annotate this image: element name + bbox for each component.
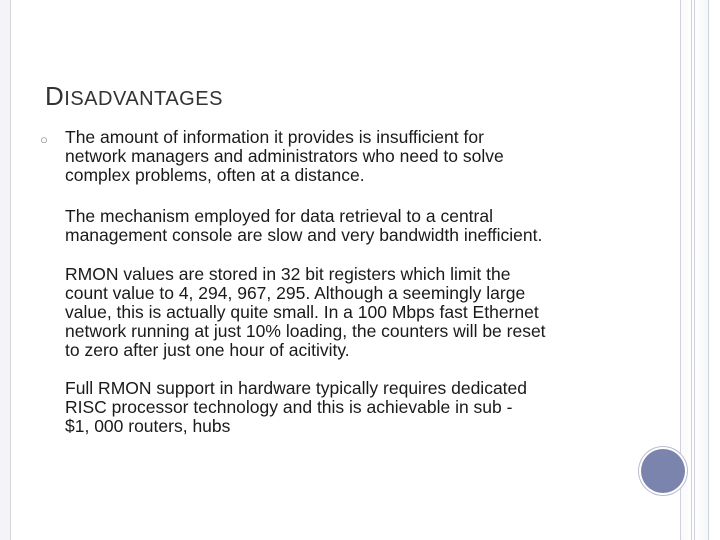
title-first-letter: D [45,81,65,111]
rail-divider-line [691,0,692,540]
title-rest: ISADVANTAGES [64,88,223,110]
rail-divider-line [694,0,695,540]
slide-title [45,76,223,113]
paragraph-line: network managers and administrators who need to solve [65,146,504,166]
paragraph-line: $1, 000 routers, hubs [65,416,231,436]
bullet-icon: ○ [40,132,48,147]
paragraph-line: management console are slow and very bandwidth inefficient. [65,225,543,245]
paragraph-line: count value to 4, 294, 967, 295. Although a seemingly large [65,283,526,303]
decorative-circle [641,449,685,493]
paragraph-hardware-support [65,379,625,436]
paragraph-line: RMON values are stored in 32 bit registers which limit the [65,264,511,284]
left-decorative-bar [0,0,11,540]
paragraph-line: to zero after just one hour of acitivity. [65,340,350,360]
paragraph-line: The amount of information it provides is insufficient for [65,127,484,147]
paragraph-line: complex problems, often at a distance. [65,165,365,185]
paragraph-line: The mechanism employed for data retrieval to a central [65,206,493,226]
paragraph-line: value, this is actually quite small. In a 100 Mbps fast Ethernet [65,302,539,322]
paragraph-bandwidth [65,207,625,245]
paragraph-line: network running at just 10% loading, the counters will be reset [65,321,546,341]
paragraph-insufficient-info [65,128,625,185]
paragraph-line: RISC processor technology and this is achievable in sub - [65,397,513,417]
paragraph-line: Full RMON support in hardware typically requires dedicated [65,378,528,398]
paragraph-rmon-registers [65,265,625,360]
